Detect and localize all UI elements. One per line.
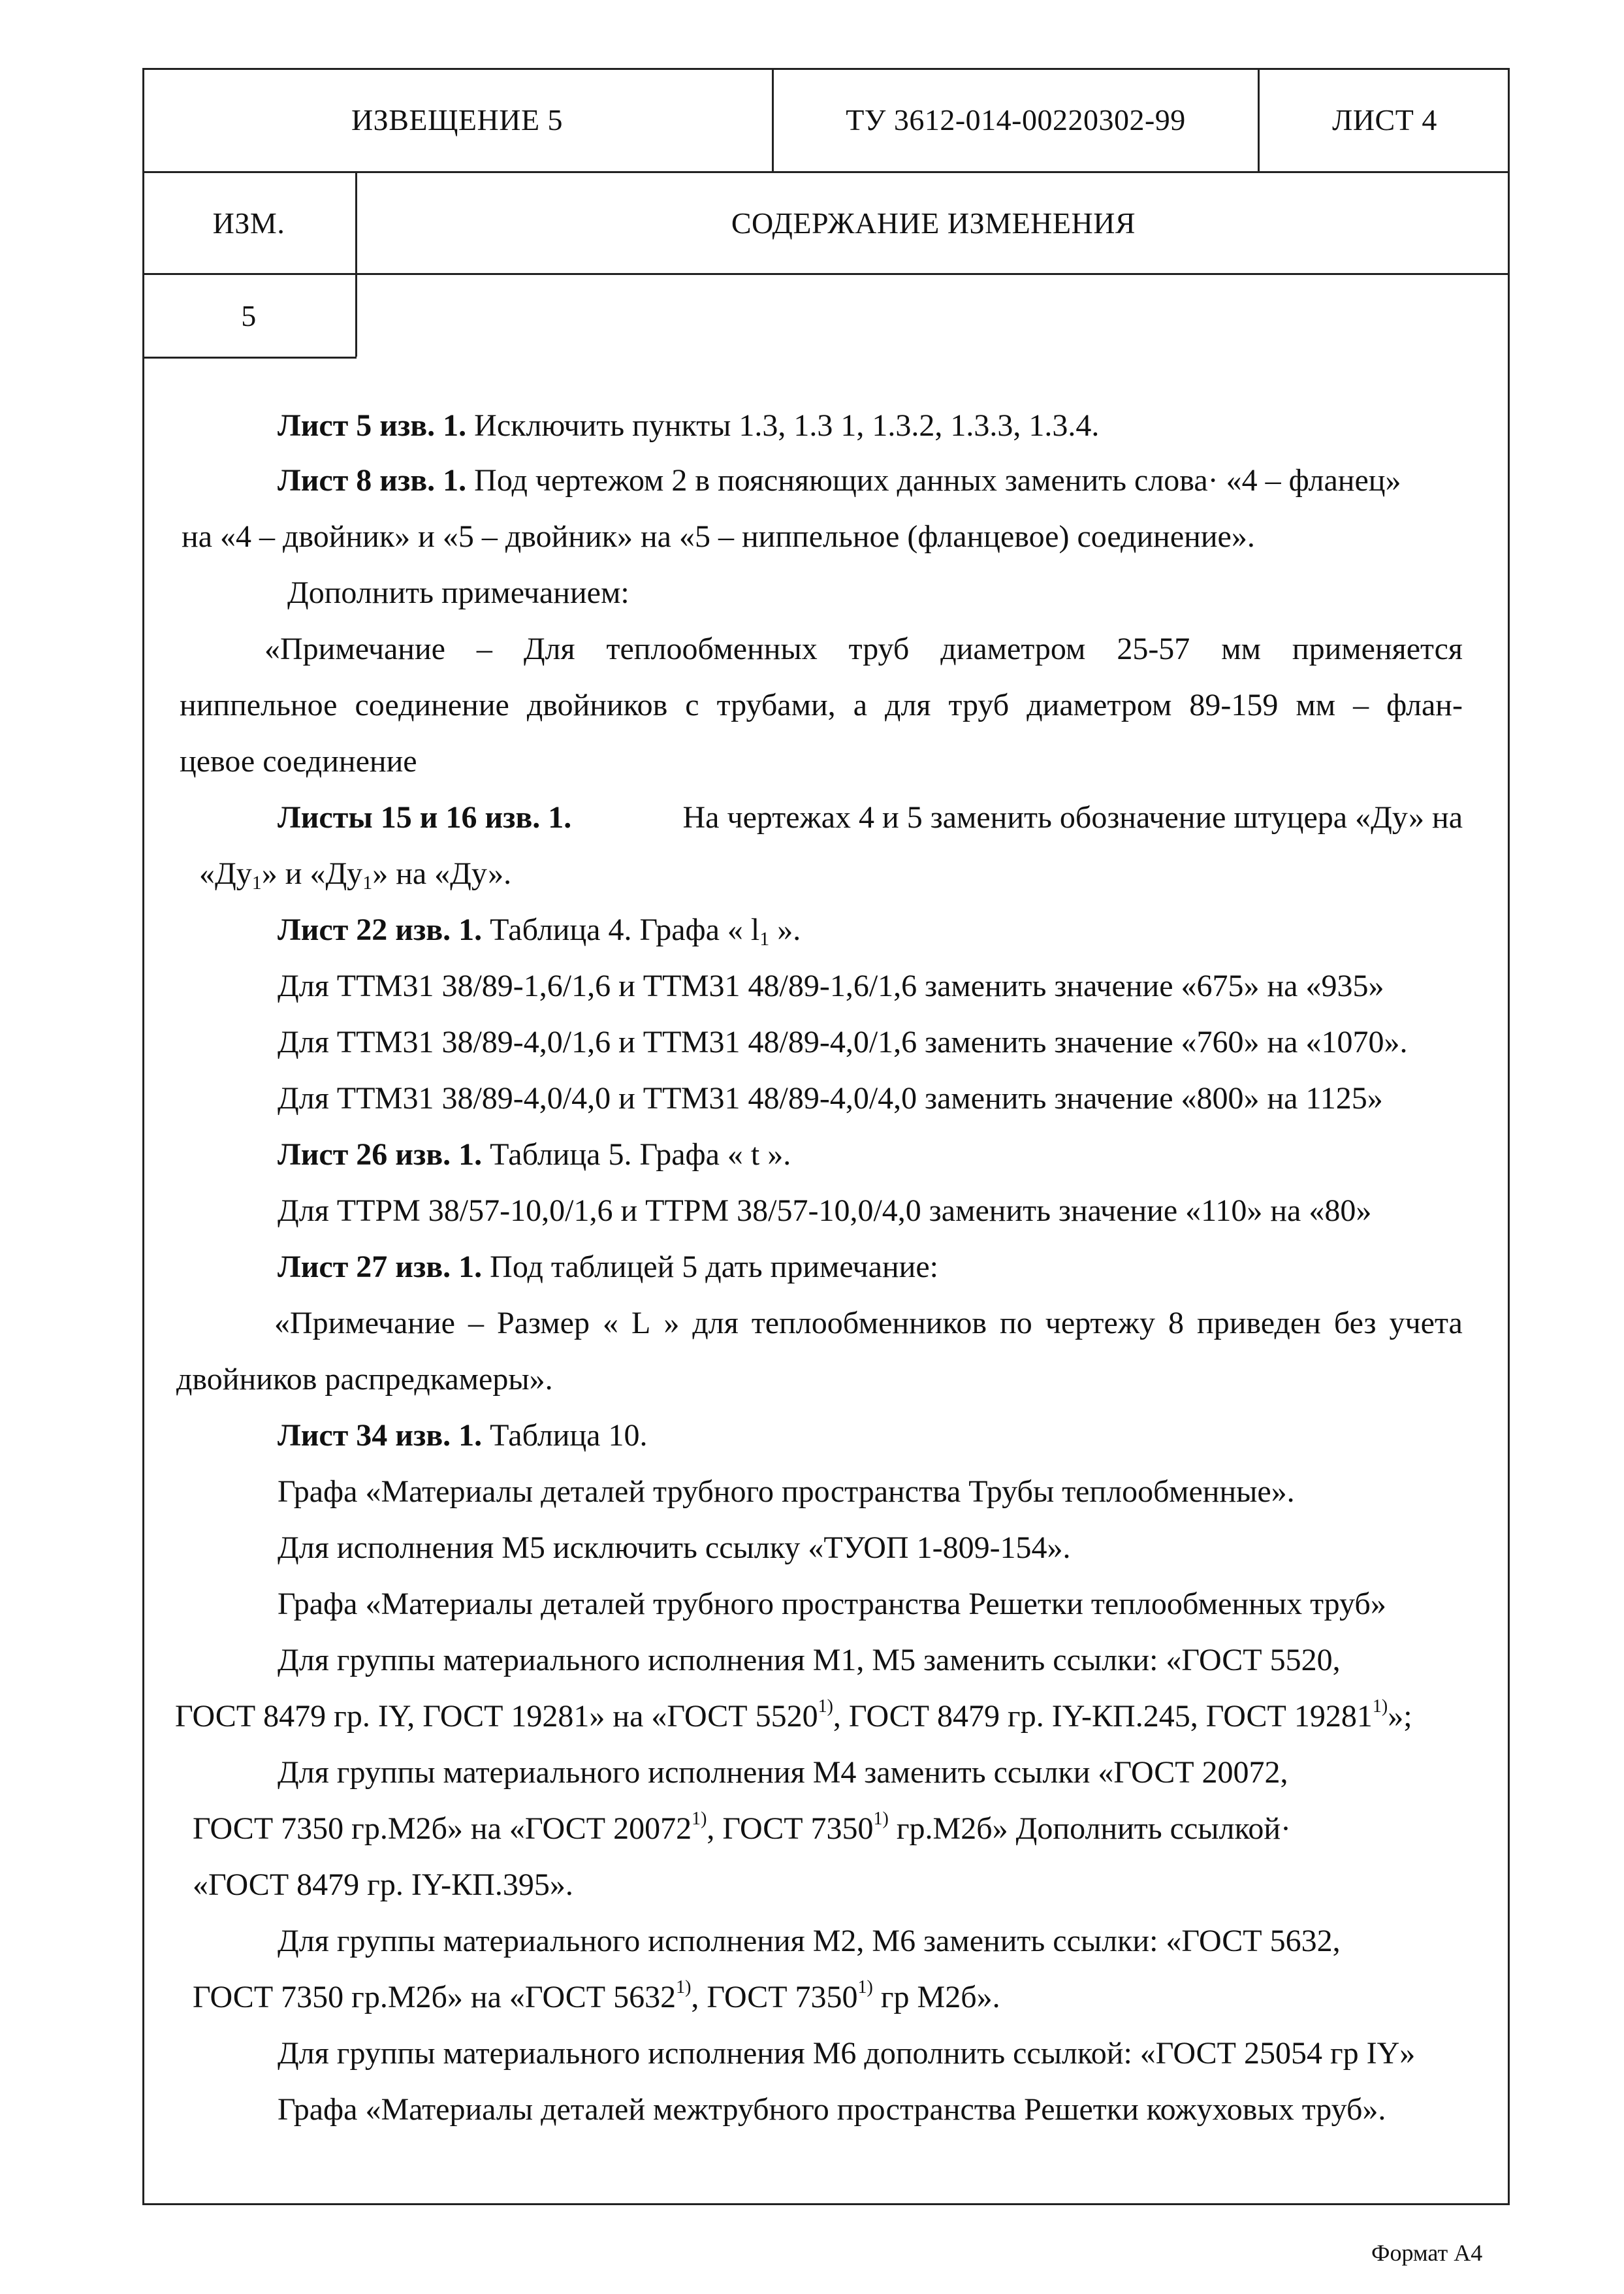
line-24-c: »; [1388, 1699, 1412, 1734]
line-2-ref: Лист 8 изв. 1. [278, 463, 467, 498]
line-26-b: , ГОСТ 7350 [707, 1811, 874, 1846]
l5-w5: диаметром [940, 632, 1086, 666]
line-26-a: ГОСТ 7350 гр.М2б» на «ГОСТ 20072 [193, 1811, 692, 1846]
l6-w9: 89-159 [1189, 688, 1279, 722]
l6-w6: для [885, 688, 931, 722]
line-20: Графа «Материалы деталей трубного пространства Трубы теплообменные». [278, 1474, 1295, 1509]
line-1 [278, 406, 1099, 445]
line-9-sub1: 1 [251, 872, 262, 894]
l6-w8: диаметром [1027, 688, 1172, 722]
l5-w4: труб [848, 632, 910, 666]
line-19-text: Таблица 10. [482, 1418, 648, 1453]
line-3: на «4 – двойник» и «5 – двойник» на «5 – ниппельное (фланцевое) соединение». [182, 519, 1255, 554]
l5-w2: Для [523, 632, 575, 666]
l6-w4: трубами, [716, 688, 836, 722]
l17-w1: – [468, 1306, 484, 1340]
line-29-sup2: 1) [857, 1977, 873, 1997]
l5-w8: применяется [1292, 632, 1463, 666]
line-24-sup2: 1) [1372, 1696, 1388, 1717]
content-title: СОДЕРЖАНИЕ ИЗМЕНЕНИЯ [731, 206, 1136, 240]
l6-w12: флан- [1386, 688, 1463, 722]
line-7: цевое соединение [180, 744, 417, 779]
line-19 [278, 1416, 647, 1455]
line-1-ref: Лист 5 изв. 1. [278, 408, 467, 443]
l6-w7: труб [948, 688, 1010, 722]
l17-w4: L [631, 1306, 651, 1340]
line-31: Графа «Материалы деталей межтрубного пространства Решетки кожуховых труб». [278, 2092, 1386, 2127]
l5-w7: мм [1221, 632, 1261, 666]
line-6 [180, 686, 1463, 725]
izm-number: 5 [241, 299, 257, 332]
line-10-b: ». [769, 913, 801, 947]
line-5 [264, 630, 1463, 669]
line-29 [193, 1978, 1000, 2017]
line-15: Для ТТРМ 38/57-10,0/1,6 и ТТРМ 38/57-10,0/4,0 заменить значение «110» на «80» [278, 1193, 1372, 1228]
l17-w11: приведен [1197, 1306, 1321, 1340]
line-14 [278, 1135, 791, 1174]
line-9 [199, 854, 511, 894]
line-14-ref: Лист 26 изв. 1. [278, 1137, 483, 1172]
line-1-text: Исключить пункты 1.3, 1.3 1, 1.3.2, 1.3.3, 1.3.4. [466, 408, 1100, 443]
sheet-number: ЛИСТ 4 [1332, 103, 1437, 137]
line-8-text: На чертежах 4 и 5 заменить обозначение штуцера «Ду» на [682, 800, 1463, 835]
l6-w3: с [685, 688, 699, 722]
line-29-c: гр М2б». [872, 1980, 1000, 2014]
l17-w8: по [1000, 1306, 1032, 1340]
l17-w0: «Примечание [274, 1306, 455, 1340]
l17-w12: без [1333, 1306, 1377, 1340]
l6-w10: мм [1296, 688, 1336, 722]
line-23: Для группы материального исполнения М1, М5 заменить ссылки: «ГОСТ 5520, [278, 1643, 1341, 1677]
line-30: Для группы материального исполнения М6 дополнить ссылкой: «ГОСТ 25054 гр IY» [278, 2036, 1416, 2071]
line-24-sup1: 1) [818, 1696, 833, 1717]
line-26-c: гр.М2б» Дополнить ссылкой· [888, 1811, 1292, 1846]
line-21: Для исполнения М5 исключить ссылку «ТУОП 1-809-154». [278, 1530, 1071, 1565]
line-19-ref: Лист 34 изв. 1. [278, 1418, 483, 1453]
line-29-a: ГОСТ 7350 гр.М2б» на «ГОСТ 5632 [193, 1980, 677, 2014]
line-28: Для группы материального исполнения М2, М6 заменить ссылки: «ГОСТ 5632, [278, 1924, 1341, 1958]
document-code: ТУ 3612-014-00220302-99 [846, 103, 1186, 137]
line-10-sub: 1 [759, 928, 770, 950]
l17-w13: учета [1389, 1306, 1463, 1340]
l17-w2: Размер [497, 1306, 590, 1340]
line-8-ref: Листы 15 и 16 изв. 1. [278, 800, 572, 835]
l6-w2: двойников [526, 688, 668, 722]
line-26 [193, 1809, 1291, 1849]
line-10 [278, 911, 801, 950]
line-10-ref: Лист 22 изв. 1. [278, 913, 483, 947]
line-12: Для ТТМ31 38/89-4,0/1,6 и ТТМ31 48/89-4,0/1,6 заменить значение «760» на «1070». [278, 1025, 1408, 1059]
line-29-sup1: 1) [676, 1977, 692, 1997]
line-18: двойников распредкамеры». [176, 1362, 553, 1397]
l17-w6: для [692, 1306, 739, 1340]
line-26-sup1: 1) [692, 1809, 707, 1829]
l17-w10: 8 [1168, 1306, 1184, 1340]
l6-w5: а [853, 688, 867, 722]
l6-w0: ниппельное [180, 688, 338, 722]
notice-title: ИЗВЕЩЕНИЕ 5 [351, 103, 564, 137]
line-14-text: Таблица 5. Графа « t ». [482, 1137, 791, 1172]
line-16-text: Под таблицей 5 дать примечание: [482, 1250, 938, 1284]
line-26-sup2: 1) [873, 1809, 889, 1829]
line-9-b: » и «Ду [261, 856, 363, 891]
l17-w9: чертежу [1045, 1306, 1155, 1340]
line-16 [278, 1248, 938, 1287]
line-2-text: Под чертежом 2 в поясняющих данных заменить слова· «4 – фланец» [466, 463, 1401, 498]
l17-w5: » [663, 1306, 680, 1340]
l5-w6: 25-57 [1117, 632, 1190, 666]
line-22: Графа «Материалы деталей трубного пространства Решетки теплообменных труб» [278, 1587, 1386, 1621]
l17-w3: « [602, 1306, 618, 1340]
line-16-ref: Лист 27 изв. 1. [278, 1250, 483, 1284]
line-11: Для ТТМ31 38/89-1,6/1,6 и ТТМ31 48/89-1,6/1,6 заменить значение «675» на «935» [278, 969, 1384, 1003]
line-24-a: ГОСТ 8479 гр. IY, ГОСТ 19281» на «ГОСТ 5520 [175, 1699, 818, 1734]
l5-w1: – [476, 632, 492, 666]
format-label: Формат А4 [1371, 2240, 1483, 2266]
line-9-sub2: 1 [362, 872, 373, 894]
l6-w1: соединение [355, 688, 509, 722]
l17-w7: теплообменников [751, 1306, 987, 1340]
izm-label: ИЗМ. [212, 206, 285, 240]
line-9-a: «Ду [199, 856, 252, 891]
line-24-b: , ГОСТ 8479 гр. IY-КП.245, ГОСТ 19281 [833, 1699, 1373, 1734]
line-29-b: , ГОСТ 7350 [691, 1980, 858, 2014]
line-27: «ГОСТ 8479 гр. IY-КП.395». [193, 1867, 573, 1902]
izm-number-bottom [142, 357, 357, 359]
l6-w11: – [1353, 688, 1369, 722]
line-2 [278, 461, 1401, 500]
line-4: Дополнить примечанием: [287, 575, 629, 610]
line-24 [175, 1697, 1412, 1736]
line-13: Для ТТМ31 38/89-4,0/4,0 и ТТМ31 48/89-4,0/4,0 заменить значение «800» на 1125» [278, 1081, 1383, 1116]
line-9-c: » на «Ду». [372, 856, 512, 891]
line-17 [274, 1304, 1463, 1343]
line-25: Для группы материального исполнения М4 заменить ссылки «ГОСТ 20072, [278, 1755, 1288, 1790]
l5-w0: «Примечание [264, 632, 445, 666]
l5-w3: теплообменных [606, 632, 818, 666]
line-8 [278, 798, 1463, 837]
line-10-a: Таблица 4. Графа « l [482, 913, 760, 947]
